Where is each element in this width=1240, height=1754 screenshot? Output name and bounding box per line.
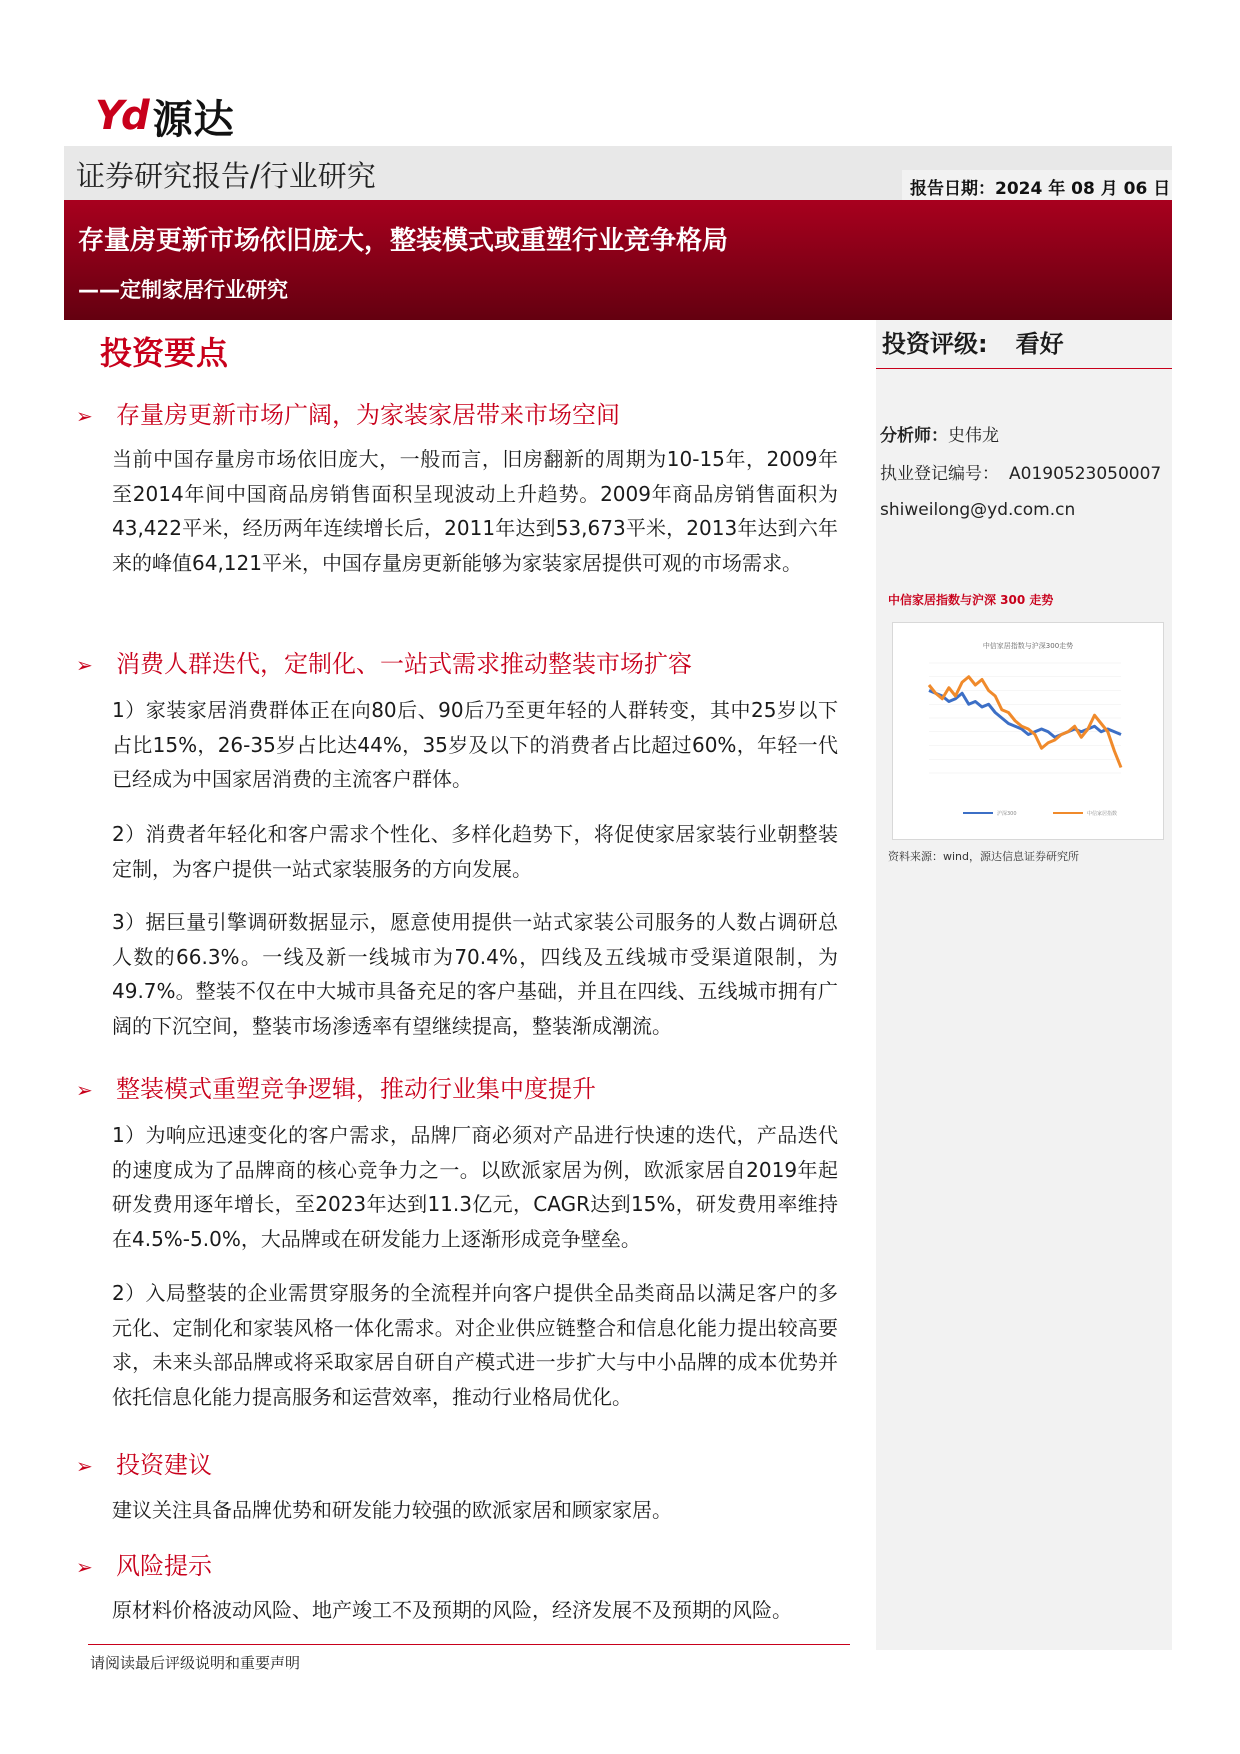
legend-label: 沪深300 bbox=[997, 811, 1017, 817]
footer-disclaimer: 请阅读最后评级说明和重要声明 bbox=[90, 1654, 301, 1672]
analyst-row bbox=[880, 421, 999, 446]
heading-1 bbox=[76, 395, 620, 430]
paragraph: 建议关注具备品牌优势和研发能力较强的欧派家居和顾家家居。 bbox=[112, 1498, 672, 1522]
series-line bbox=[929, 691, 1121, 738]
brand-logo bbox=[95, 93, 235, 143]
arrow-bullet-icon: ➢ bbox=[76, 1555, 93, 1579]
index-chart-svg bbox=[893, 623, 1163, 839]
investment-rating bbox=[882, 324, 1064, 359]
index-chart bbox=[892, 622, 1164, 840]
report-subtitle: ——定制家居行业研究 bbox=[78, 278, 288, 302]
rating-divider bbox=[876, 368, 1172, 369]
chart-legend bbox=[963, 810, 1117, 817]
paragraph: 1）家装家居消费群体正在向80后、90后乃至更年轻的人群转变，其中25岁以下占比15%，26-35岁占比达44%，35岁及以下的消费者占比超过60%，年轻一代已经成为中国家居消费的主流客户群体。 bbox=[112, 698, 838, 791]
license-row bbox=[880, 459, 1161, 484]
license-label: 执业登记编号： bbox=[880, 464, 999, 484]
arrow-bullet-icon: ➢ bbox=[76, 404, 93, 428]
legend-label: 中信家居指数 bbox=[1087, 811, 1118, 817]
heading-text: 消费人群迭代，定制化、一站式需求推动整装市场扩容 bbox=[116, 650, 692, 678]
paragraph: 3）据巨量引擎调研数据显示，愿意使用提供一站式家装公司服务的人数占调研总人数的66.3%。一线及新一线城市为70.4%，四线及五线城市受渠道限制，为49.7%。整装不仅在中大城市具备充足的客户基础，并且在四线、五线城市拥有广阔的下沉空间，整装市场渗透率有望继续提高，整装渐成潮流。 bbox=[112, 910, 838, 1038]
chart-inner-title: 中信家居指数与沪深300走势 bbox=[982, 642, 1074, 650]
arrow-bullet-icon: ➢ bbox=[76, 1078, 93, 1102]
heading-4 bbox=[76, 1445, 212, 1480]
chart-source: 资料来源：wind，源达信息证券研究所 bbox=[888, 850, 1080, 863]
heading-text: 整装模式重塑竞争逻辑，推动行业集中度提升 bbox=[116, 1075, 596, 1103]
heading-text: 投资建议 bbox=[116, 1451, 212, 1479]
chart-caption: 中信家居指数与沪深 300 走势 bbox=[888, 593, 1054, 607]
heading-3 bbox=[76, 1069, 596, 1104]
logo-name: 源达 bbox=[152, 96, 235, 143]
section-title: 投资要点 bbox=[100, 334, 229, 372]
analyst-label: 分析师： bbox=[880, 426, 948, 446]
arrow-bullet-icon: ➢ bbox=[76, 1454, 93, 1478]
paragraph: 1）为响应迅速变化的客户需求，品牌厂商必须对产品进行快速的迭代，产品迭代的速度成为了品牌商的核心竞争力之一。以欧派家居为例，欧派家居自2019年起研发费用逐年增长，至2023年达到11.3亿元，CAGR达到15%，研发费用率维持在4.5%-5.0%，大品牌或在研发能力上逐渐形成竞争壁垒。 bbox=[112, 1123, 838, 1251]
license-number: A0190523050007 bbox=[1009, 464, 1162, 484]
footer-divider bbox=[88, 1644, 850, 1645]
report-type: 证券研究报告/行业研究 bbox=[76, 159, 376, 193]
rating-value: 看好 bbox=[1015, 330, 1064, 358]
analyst-name: 史伟龙 bbox=[948, 426, 999, 446]
heading-text: 风险提示 bbox=[116, 1552, 212, 1580]
heading-5 bbox=[76, 1546, 212, 1581]
rating-label: 投资评级: bbox=[882, 330, 988, 358]
logo-mark: Yd bbox=[95, 93, 147, 139]
plot-area bbox=[929, 663, 1121, 773]
paragraph: 原材料价格波动风险、地产竣工不及预期的风险，经济发展不及预期的风险。 bbox=[112, 1598, 792, 1622]
heading-2 bbox=[76, 644, 692, 679]
analyst-email[interactable]: shiweilong@yd.com.cn bbox=[880, 500, 1076, 520]
report-date: 报告日期：2024 年 08 月 06 日 bbox=[910, 179, 1171, 199]
heading-text: 存量房更新市场广阔，为家装家居带来市场空间 bbox=[116, 401, 620, 429]
paragraph: 当前中国存量房市场依旧庞大，一般而言，旧房翻新的周期为10-15年，2009年至2014年间中国商品房销售面积呈现波动上升趋势。2009年商品房销售面积为43,422平米，经历两年连续增长后，2011年达到53,673平米，2013年达到六年来的峰值64,121平米，中国存量房更新能够为家装家居提供可观的市场需求。 bbox=[112, 447, 838, 575]
report-title: 存量房更新市场依旧庞大，整装模式或重塑行业竞争格局 bbox=[78, 226, 729, 256]
paragraph: 2）消费者年轻化和客户需求个性化、多样化趋势下，将促使家居家装行业朝整装定制，为客户提供一站式家装服务的方向发展。 bbox=[112, 822, 838, 881]
arrow-bullet-icon: ➢ bbox=[76, 653, 93, 677]
paragraph: 2）入局整装的企业需贯穿服务的全流程并向客户提供全品类商品以满足客户的多元化、定制化和家装风格一体化需求。对企业供应链整合和信息化能力提出较高要求，未来头部品牌或将采取家居自研自产模式进一步扩大与中小品牌的成本优势并依托信息化能力提高服务和运营效率，推动行业格局优化。 bbox=[112, 1281, 838, 1409]
